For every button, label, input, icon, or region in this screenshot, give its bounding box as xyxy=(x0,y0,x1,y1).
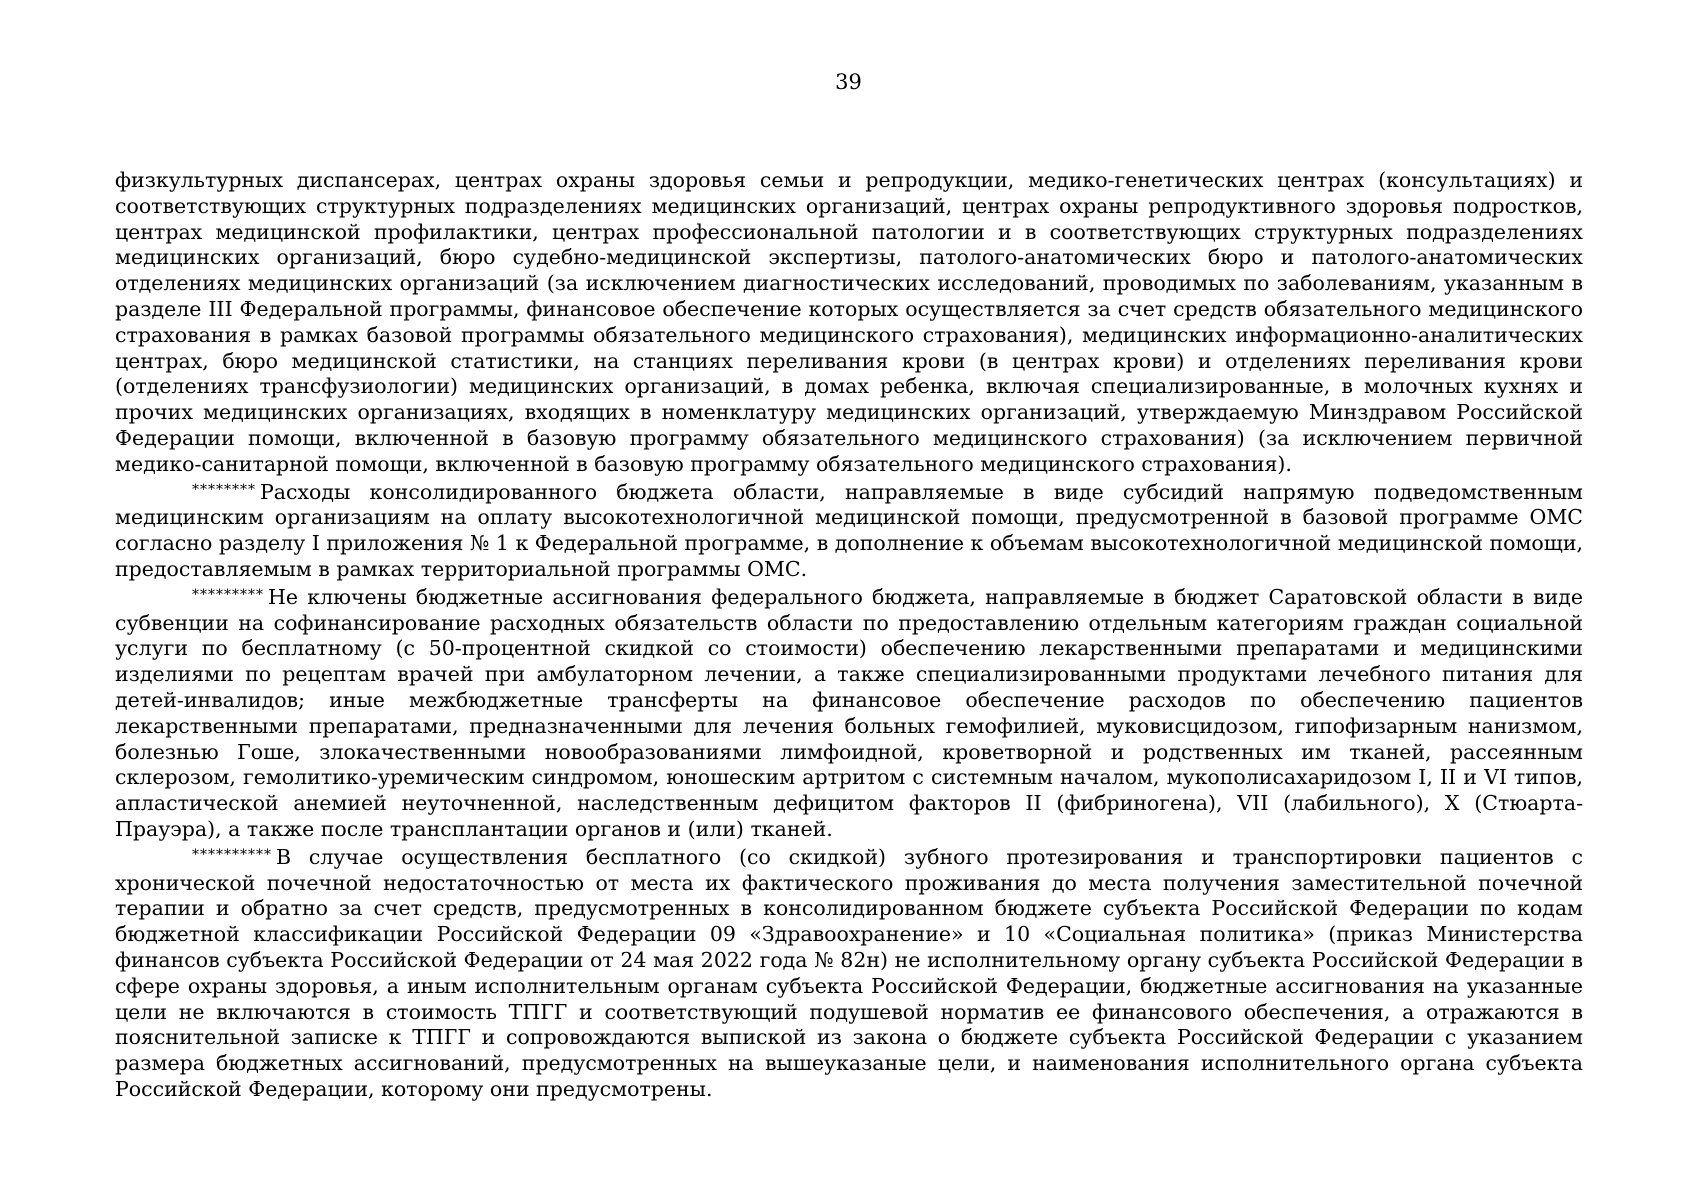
footnote-marker: ********** xyxy=(192,846,272,863)
paragraph-continuation xyxy=(115,168,1583,478)
paragraph-text: физкультурных диспансерах, центрах охраны здоровья семьи и репродукции, медико-генетических центрах (консультациях) и соответствующих структурных подразделениях медицинских организаций, центрах охраны репродуктивного здоровья подростков, центрах медицинской профилактики, центрах профессиональной патологии и в соответствующих структурных подразделениях медицинских организаций, бюро судебно-медицинской экспертизы, патолого-анатомических бюро и патолого-анатомических отделениях медицинских организаций (за исключением диагностических исследований, проводимых по заболеваниям, указанным в разделе III Федеральной программы, финансовое обеспечение которых осуществляется за счет средств обязательного медицинского страхования в рамках базовой программы обязательного медицинского страхования), медицинских информационно-аналитических центрах, бюро медицинской статистики, на станциях переливания крови (в центрах крови) и отделениях переливания крови (отделениях трансфузиологии) медицинских организаций, в домах ребенка, включая специализированные, в молочных кухнях и прочих медицинских организациях, входящих в номенклатуру медицинских организаций, утверждаемую Минздравом Российской Федерации помощи, включенной в базовую программу обязательного медицинского страхования) (за исключением первичной медико-санитарной помощи, включенной в базовую программу обязательного медицинского страхования). xyxy=(115,168,1583,476)
paragraph-text: Расходы консолидированного бюджета области, направляемые в виде субсидий напрямую подведомственным медицинским организациям на оплату высокотехнологичной медицинской помощи, предусмотренной в базовой программе ОМС согласно разделу I приложения № 1 к Федеральной программе, в дополнение к объемам высокотехнологичной медицинской помощи, предоставляемым в рамках территориальной программы ОМС. xyxy=(115,479,1583,581)
footnote-marker: ********* xyxy=(192,586,264,603)
footnote-9-asterisks xyxy=(115,583,1583,843)
document-body xyxy=(115,168,1583,1103)
footnote-marker: ******** xyxy=(192,481,256,498)
paragraph-text: Не ключены бюджетные ассигнования федерального бюджета, направляемые в бюджет Саратовской области в виде субвенции на софинансирование расходных обязательств области по предоставлению отдельным категориям граждан социальной услуги по бесплатному (с 50-процентной скидкой со стоимости) обеспечению лекарственными препаратами и медицинскими изделиями по рецептам врачей при амбулаторном лечении, а также специализированными продуктами лечебного питания для детей-инвалидов; иные межбюджетные трансферты на финансовое обеспечение расходов по обеспечению пациентов лекарственными препаратами, предназначенными для лечения больных гемофилией, муковисцидозом, гипофизарным нанизмом, болезнью Гоше, злокачественными новообразованиями лимфоидной, кроветворной и родственных им тканей, рассеянным склерозом, гемолитико-уремическим синдромом, юношеским артритом с системным началом, мукополисахаридозом I, II и VI типов, апластической анемией неуточненной, наследственным дефицитом факторов II (фибриногена), VII (лабильного), X (Стюарта-Прауэра), а также после трансплантации органов и (или) тканей. xyxy=(115,584,1583,841)
paragraph-text: В случае осуществления бесплатного (со скидкой) зубного протезирования и транспортировки пациентов с хронической почечной недостаточностью от места их фактического проживания до места получения заместительной почечной терапии и обратно за счет средств, предусмотренных в консолидированном бюджете субъекта Российской Федерации по кодам бюджетной классификации Российской Федерации 09 «Здравоохранение» и 10 «Социальная политика» (приказ Министерства финансов субъекта Российской Федерации от 24 мая 2022 года № 82н) не исполнительному органу субъекта Российской Федерации в сфере охраны здоровья, а иным исполнительным органам субъекта Российской Федерации, бюджетные ассигнования на указанные цели не включаются в стоимость ТПГГ и соответствующий подушевой норматив ее финансового обеспечения, а отражаются в пояснительной записке к ТПГГ и сопровождаются выпиской из закона о бюджете субъекта Российской Федерации с указанием размера бюджетных ассигнований, предусмотренных на вышеуказаные цели, и наименования исполнительного органа субъекта Российской Федерации, которому они предусмотрены. xyxy=(115,844,1583,1101)
page-number: 39 xyxy=(835,70,862,94)
footnote-10-asterisks xyxy=(115,843,1583,1103)
footnote-8-asterisks xyxy=(115,478,1583,583)
